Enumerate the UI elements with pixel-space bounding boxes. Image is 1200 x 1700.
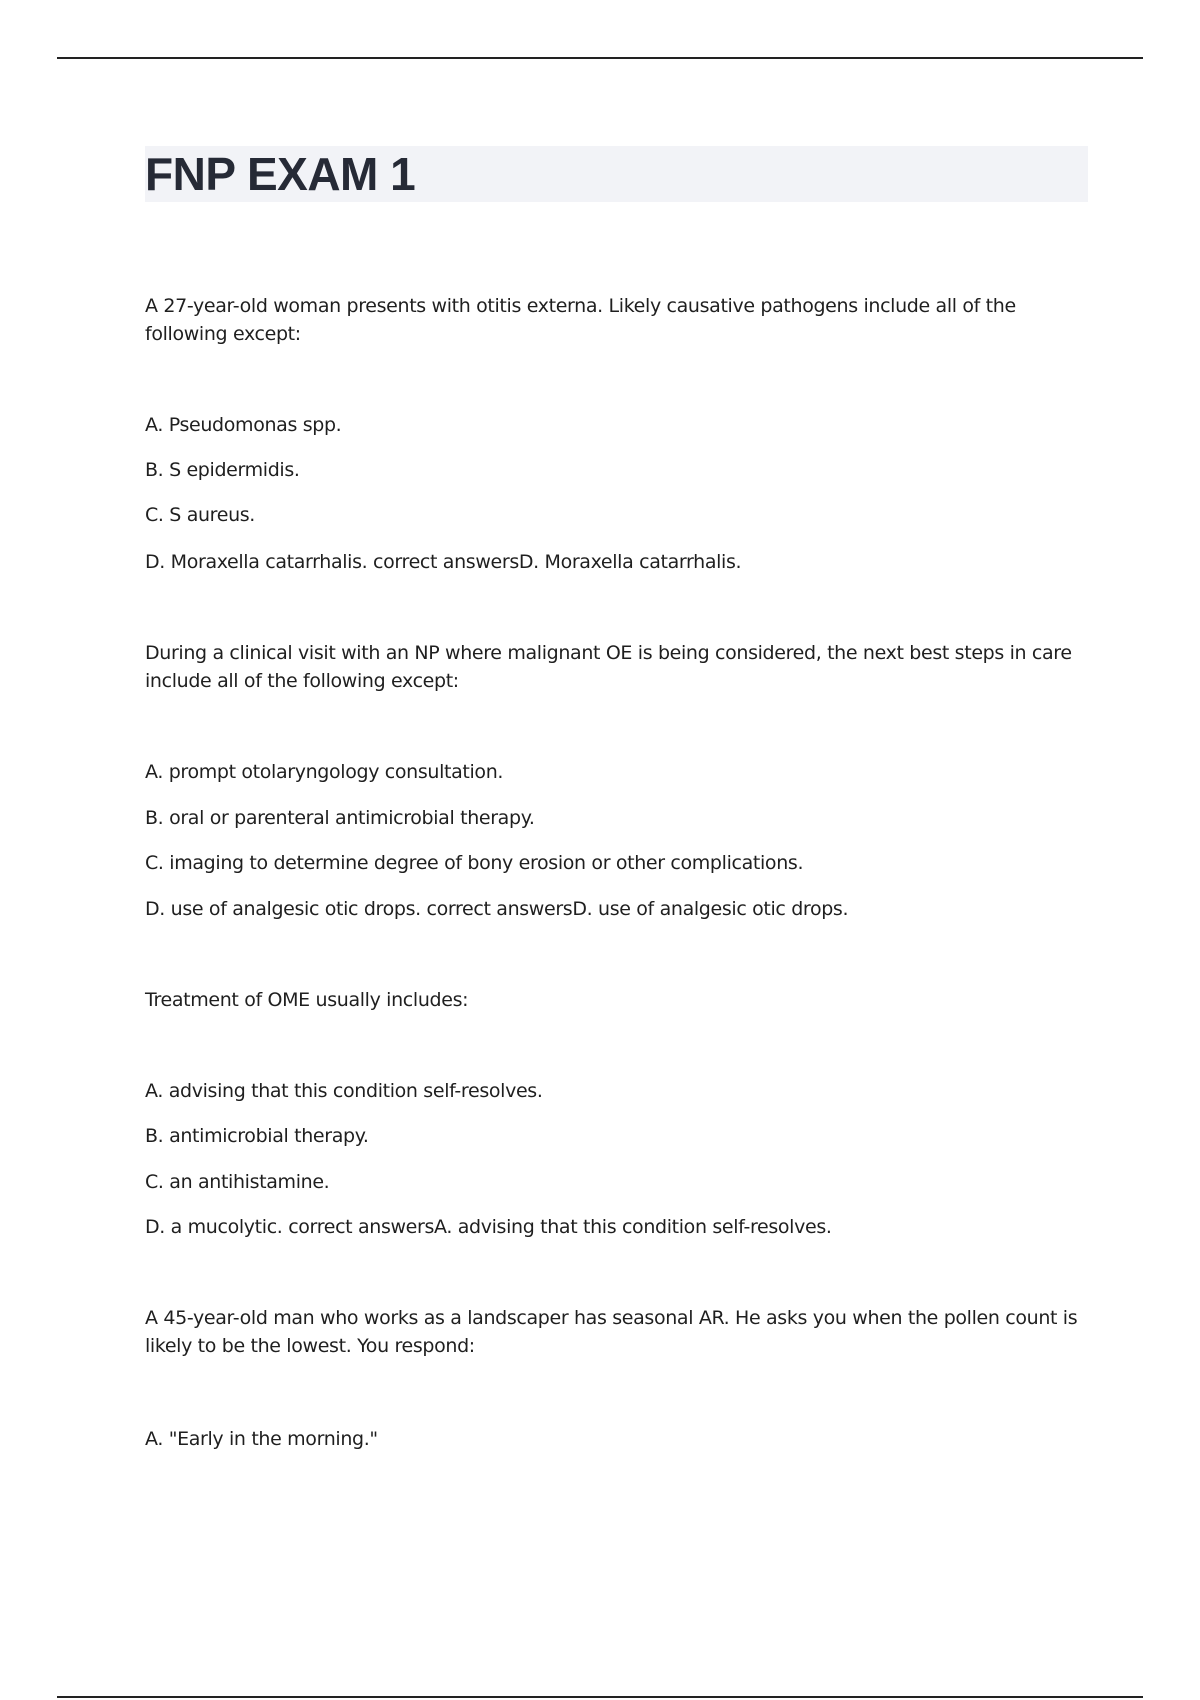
- question-4-prompt: A 45-year-old man who works as a landscaper has seasonal AR. He asks you when the pollen count is likely to be the lowest. You respond:: [145, 1307, 1078, 1357]
- question-2-option-d: D. use of analgesic otic drops. correct answersD. use of analgesic otic drops.: [145, 898, 849, 920]
- question-2-option-b: B. oral or parenteral antimicrobial therapy.: [145, 807, 535, 829]
- question-3-option-b: B. antimicrobial therapy.: [145, 1125, 369, 1147]
- question-1-option-d: D. Moraxella catarrhalis. correct answersD. Moraxella catarrhalis.: [145, 551, 742, 573]
- question-1-option-b: B. S epidermidis.: [145, 459, 300, 481]
- question-3-prompt: Treatment of OME usually includes:: [145, 989, 469, 1011]
- question-2-prompt: During a clinical visit with an NP where malignant OE is being considered, the next best steps in care include all of the following except:: [145, 642, 1072, 692]
- header-rule: [57, 57, 1143, 59]
- question-1-option-c: C. S aureus.: [145, 504, 255, 526]
- document-title: FNP EXAM 1: [145, 148, 416, 200]
- footer-rule: [57, 1696, 1143, 1698]
- question-2-option-a: A. prompt otolaryngology consultation.: [145, 761, 504, 783]
- question-3-option-a: A. advising that this condition self-resolves.: [145, 1080, 543, 1102]
- question-3-option-d: D. a mucolytic. correct answersA. advising that this condition self-resolves.: [145, 1216, 832, 1238]
- question-2-option-c: C. imaging to determine degree of bony erosion or other complications.: [145, 852, 804, 874]
- question-1-option-a: A. Pseudomonas spp.: [145, 414, 342, 436]
- question-1-prompt: A 27-year-old woman presents with otitis externa. Likely causative pathogens include all of the following except:: [145, 295, 1016, 345]
- question-3-option-c: C. an antihistamine.: [145, 1171, 330, 1193]
- question-4-option-a: A. "Early in the morning.": [145, 1428, 378, 1450]
